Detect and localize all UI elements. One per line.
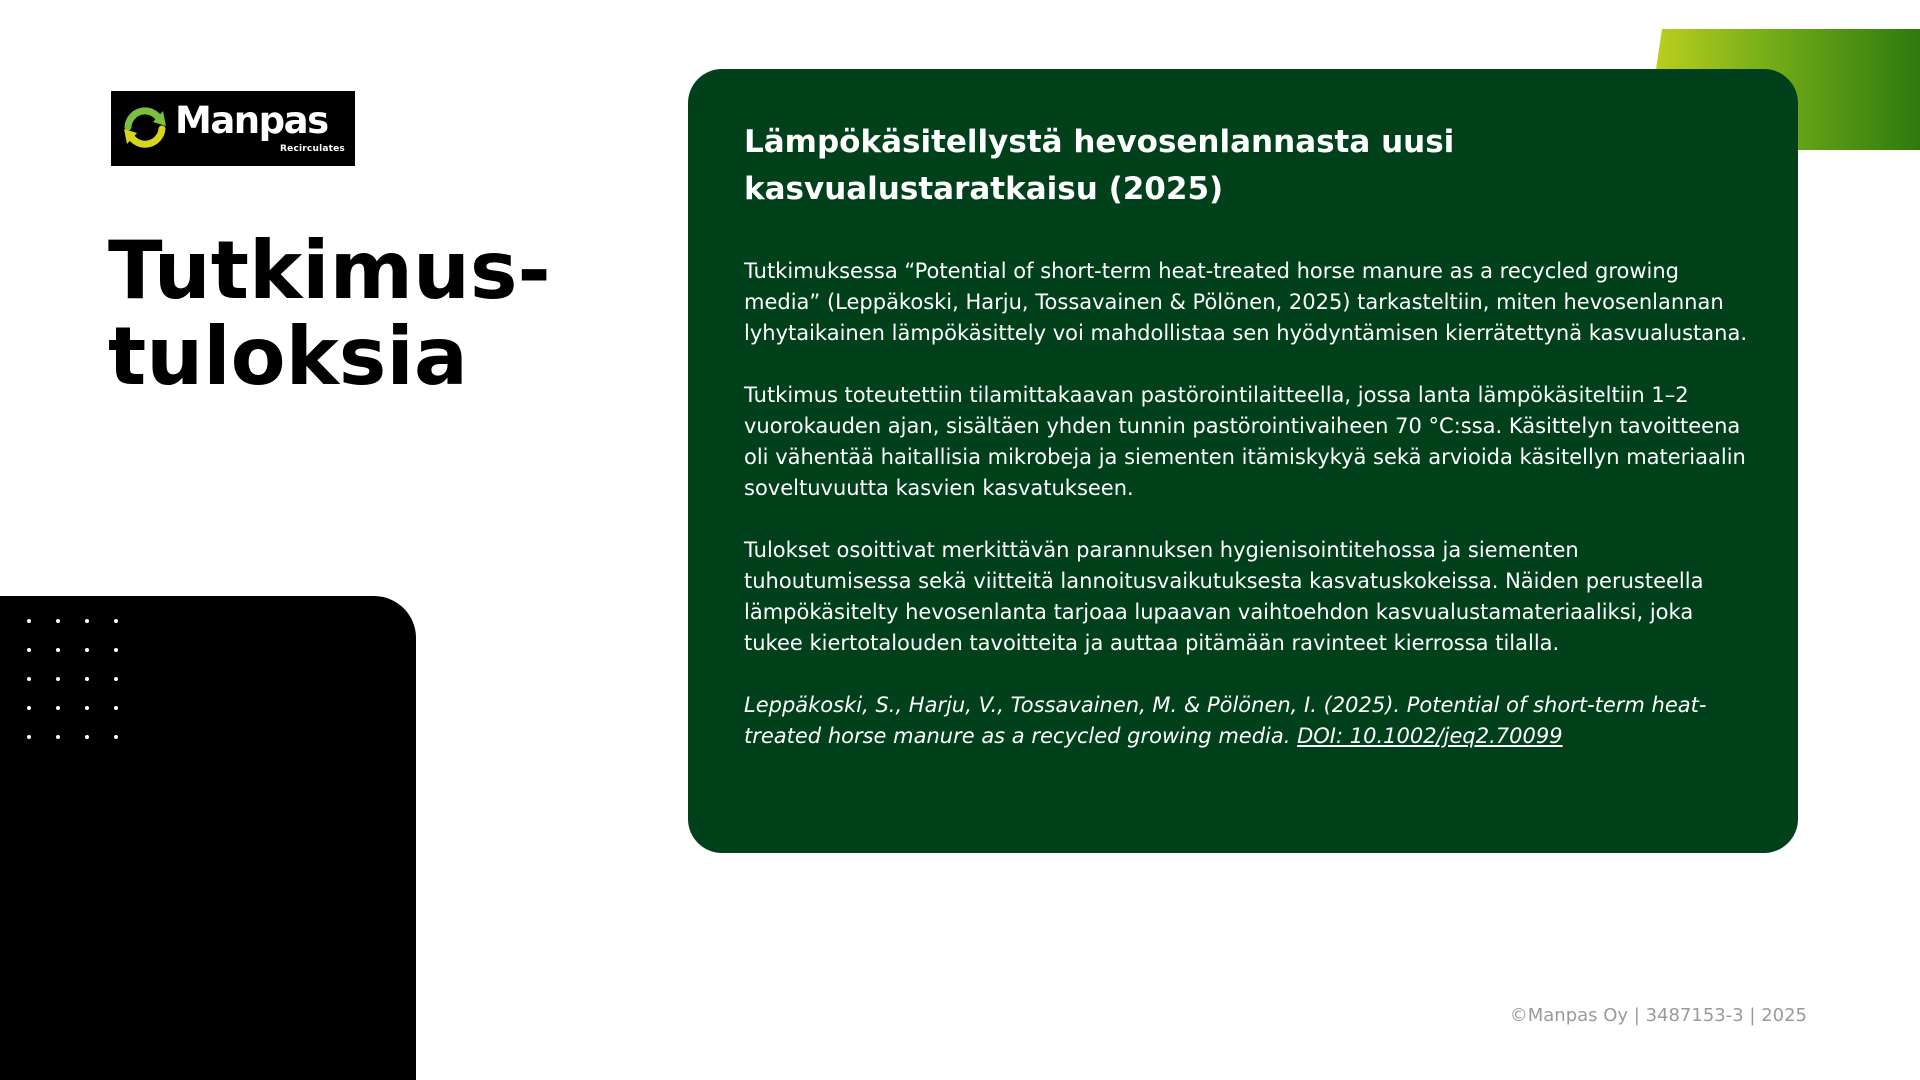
footer-copyright: ©Manpas Oy | 3487153-3 | 2025 [1509,1005,1807,1026]
dot [27,677,31,681]
dot [56,619,60,623]
card-heading: Lämpökäsitellystä hevosenlannasta uusi kasvualustaratkaisu (2025) [744,124,1455,207]
logo-tagline: Recirculates [280,144,345,154]
page-title-line-2: tuloksia [108,310,468,403]
dot [56,677,60,681]
citation-text: Leppäkoski, S., Harju, V., Tossavainen, M. & Pölönen, I. (2025). Potential of short-term heat-treated horse manure as a recycled growing media. [744,693,1707,748]
dot [85,735,89,739]
dot [85,648,89,652]
dot [114,619,118,623]
card-paragraph-1: Tutkimuksessa “Potential of short-term heat-treated horse manure as a recycled growing media” (Leppäkoski, Harju, Tossavainen & Pölönen, 2025) tarkasteltiin, miten hevosenlannan lyhytaikainen lämpökäsittely voi mahdollistaa sen hyödyntämisen kierrätettynä kasvualustana. [744,259,1748,345]
dot [114,706,118,710]
dot [85,677,89,681]
decorative-dot-grid [27,619,123,745]
dot [56,706,60,710]
dot [85,706,89,710]
page-title-line-1: Tutkimus- [108,224,551,317]
dot [114,735,118,739]
dot [27,735,31,739]
dot [56,735,60,739]
card-paragraph-2: Tutkimus toteutettiin tilamittakaavan pastörointilaitteella, jossa lanta lämpökäsiteltiin 1–2 vuorokauden ajan, sisältäen yhden tunnin pastörointivaiheen 70 °C:ssa. Käsittelyn tavoitteena oli vähentää haitallisia mikrobeja ja siementen itämiskykyä sekä arvioida käsitellyn materiaalin soveltuvuutta kasvien kasvatukseen. [744,383,1746,500]
dot [27,706,31,710]
logo-wordmark: Manpas [175,99,328,142]
page-title [108,224,551,403]
dot [56,648,60,652]
manpas-logo [111,91,355,166]
research-card [688,69,1798,853]
card-paragraph-3: Tulokset osoittivat merkittävän parannuksen hygienisointitehossa ja siementen tuhoutumisessa sekä viitteitä lannoitusvaikutuksesta kasvatuskokeissa. Näiden perusteella lämpökäsitelty hevosenlanta tarjoaa lupaavan vaihtoehdon kasvualustamateriaaliksi, joka tukee kiertotalouden tavoitteita ja auttaa pitämään ravinteet kierrossa tilalla. [744,538,1704,655]
dot [114,648,118,652]
dot [85,619,89,623]
dot [27,648,31,652]
doi-link[interactable]: DOI: 10.1002/jeq2.70099 [1297,724,1563,748]
dot [27,619,31,623]
dot [114,677,118,681]
recycle-arrows-icon [119,101,171,153]
citation [744,690,1748,752]
card-body [744,256,1748,752]
